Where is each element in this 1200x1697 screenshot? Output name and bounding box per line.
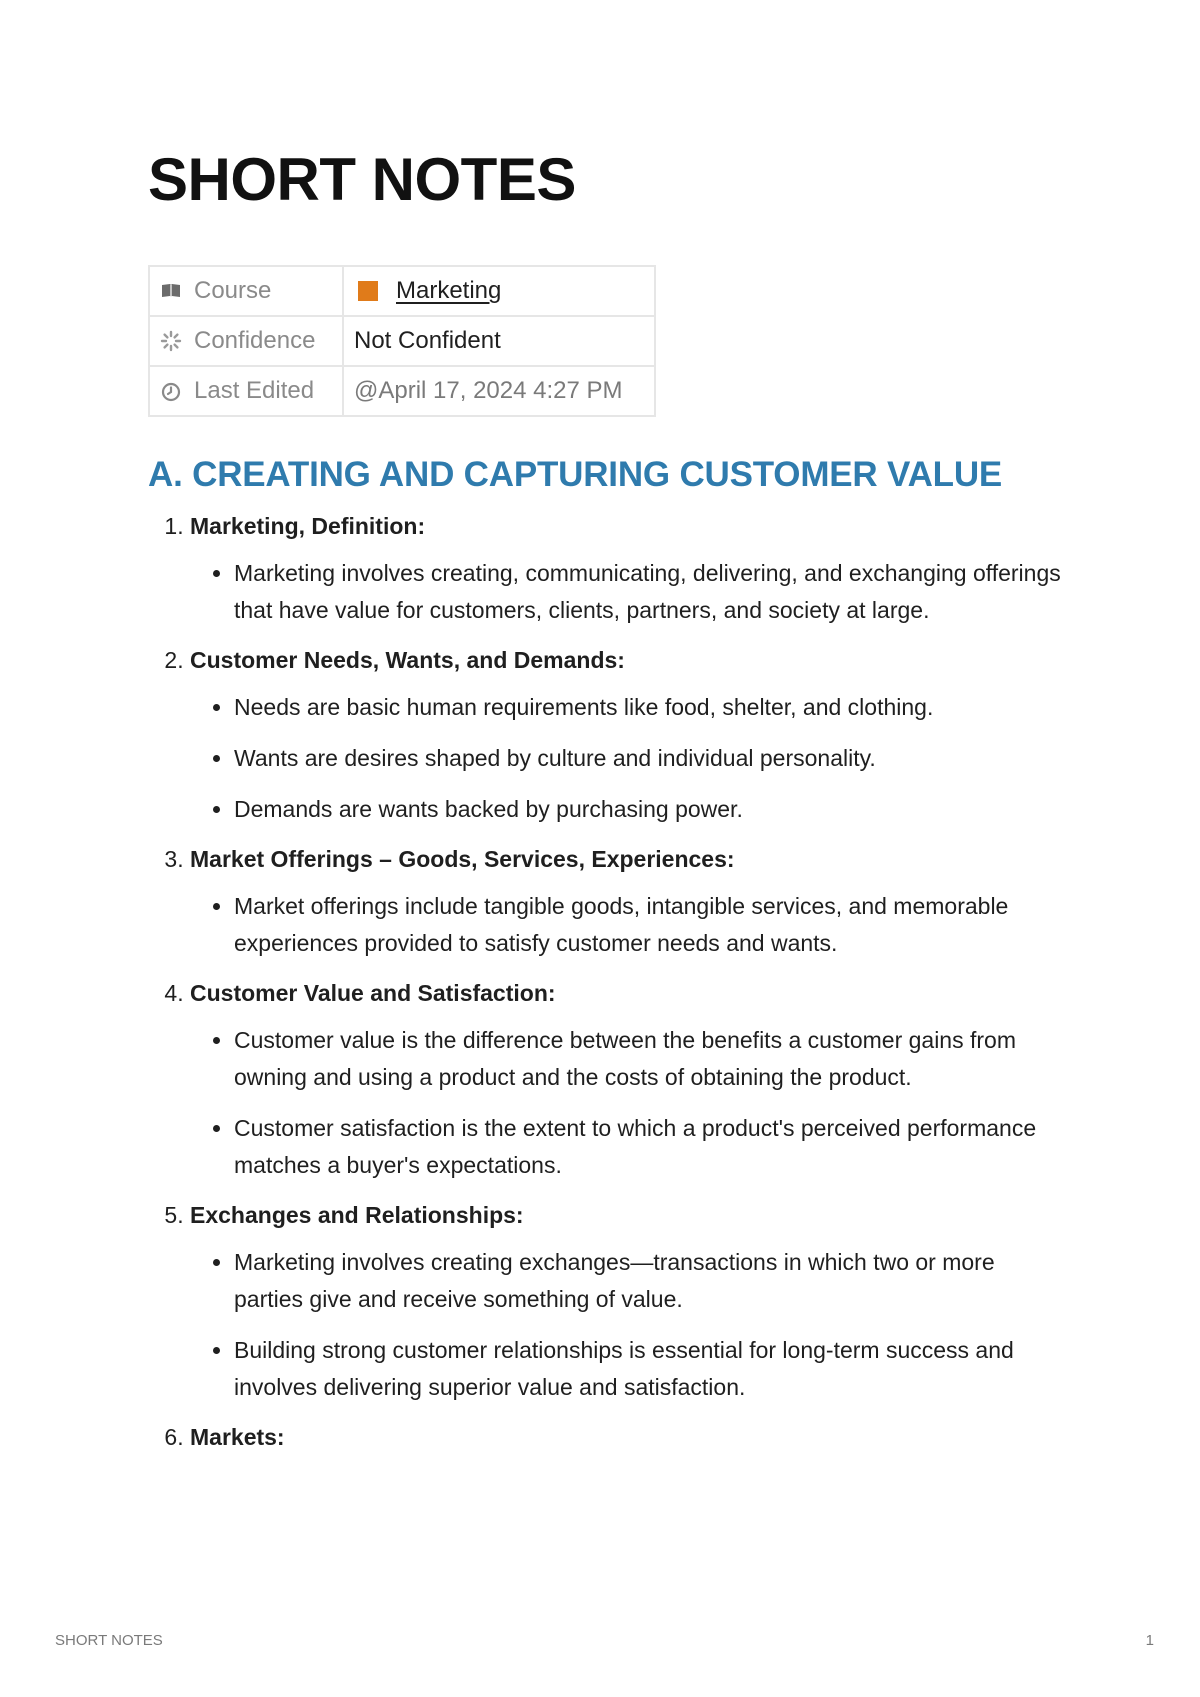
topic-title: 3. Market Offerings – Goods, Services, Experiences: bbox=[190, 846, 735, 872]
bullet-point: • Customer value is the difference between the benefits a customer gains from owning and using a product and the costs of obtaining the product. bbox=[234, 1022, 1068, 1096]
properties-table bbox=[148, 265, 656, 417]
property-label-last-edited: Last Edited bbox=[194, 377, 315, 404]
topic-title: 5. Exchanges and Relationships: bbox=[190, 1202, 524, 1228]
bullet-point: • Demands are wants backed by purchasing power. bbox=[234, 791, 1068, 828]
topic-points bbox=[190, 1244, 1068, 1406]
section-heading: A. CREATING AND CAPTURING CUSTOMER VALUE bbox=[148, 455, 1003, 494]
page-title: SHORT NOTES bbox=[148, 146, 576, 213]
property-row-confidence bbox=[149, 316, 655, 366]
topic-item bbox=[190, 1420, 1068, 1454]
bullet-point: • Market offerings include tangible goods, intangible services, and memorable experiences provided to satisfy customer needs and wants. bbox=[234, 888, 1068, 962]
property-label-confidence: Confidence bbox=[194, 327, 316, 354]
clock-icon bbox=[160, 380, 182, 402]
bullet-point: • Building strong customer relationships is essential for long-term success and involves delivering superior value and satisfaction. bbox=[234, 1332, 1068, 1406]
bullet-point: • Marketing involves creating, communicating, delivering, and exchanging offerings that have value for customers, clients, partners, and society at large. bbox=[234, 555, 1068, 629]
topic-item bbox=[190, 842, 1068, 962]
property-label-course: Course bbox=[194, 277, 272, 304]
topic-title: 1. Marketing, Definition: bbox=[190, 513, 426, 539]
book-icon bbox=[160, 280, 182, 302]
bullet-point: • Customer satisfaction is the extent to which a product's perceived performance matches a buyer's expectations. bbox=[234, 1110, 1068, 1184]
property-key-confidence bbox=[149, 316, 343, 366]
property-value-course[interactable] bbox=[343, 266, 655, 316]
loading-spinner-icon bbox=[160, 330, 182, 352]
property-row-last-edited bbox=[149, 366, 655, 416]
property-key-course bbox=[149, 266, 343, 316]
course-color-swatch bbox=[358, 281, 378, 301]
topic-points bbox=[190, 555, 1068, 629]
topics-list bbox=[148, 509, 1068, 1454]
topic-title: 6. Markets: bbox=[190, 1424, 285, 1450]
topic-item bbox=[190, 509, 1068, 629]
topic-item bbox=[190, 976, 1068, 1184]
footer-page-number: 1 bbox=[1145, 1632, 1154, 1649]
topic-item bbox=[190, 1198, 1068, 1406]
bullet-point: • Needs are basic human requirements like food, shelter, and clothing. bbox=[234, 689, 1068, 726]
bullet-point: • Wants are desires shaped by culture and individual personality. bbox=[234, 740, 1068, 777]
footer-title: SHORT NOTES bbox=[55, 1632, 163, 1649]
document-page bbox=[148, 140, 1068, 1468]
property-value-last-edited: @April 17, 2024 4:27 PM bbox=[343, 366, 655, 416]
course-link[interactable]: Marketing bbox=[396, 277, 502, 304]
topic-title: 4. Customer Value and Satisfaction: bbox=[190, 980, 556, 1006]
property-row-course bbox=[149, 266, 655, 316]
property-value-confidence[interactable]: Not Confident bbox=[343, 316, 655, 366]
topic-item bbox=[190, 643, 1068, 828]
topic-title: 2. Customer Needs, Wants, and Demands: bbox=[190, 647, 625, 673]
bullet-point: • Marketing involves creating exchanges—transactions in which two or more parties give and receive something of value. bbox=[234, 1244, 1068, 1318]
topic-points bbox=[190, 1022, 1068, 1184]
topic-points bbox=[190, 689, 1068, 828]
topic-points bbox=[190, 888, 1068, 962]
property-key-last-edited bbox=[149, 366, 343, 416]
